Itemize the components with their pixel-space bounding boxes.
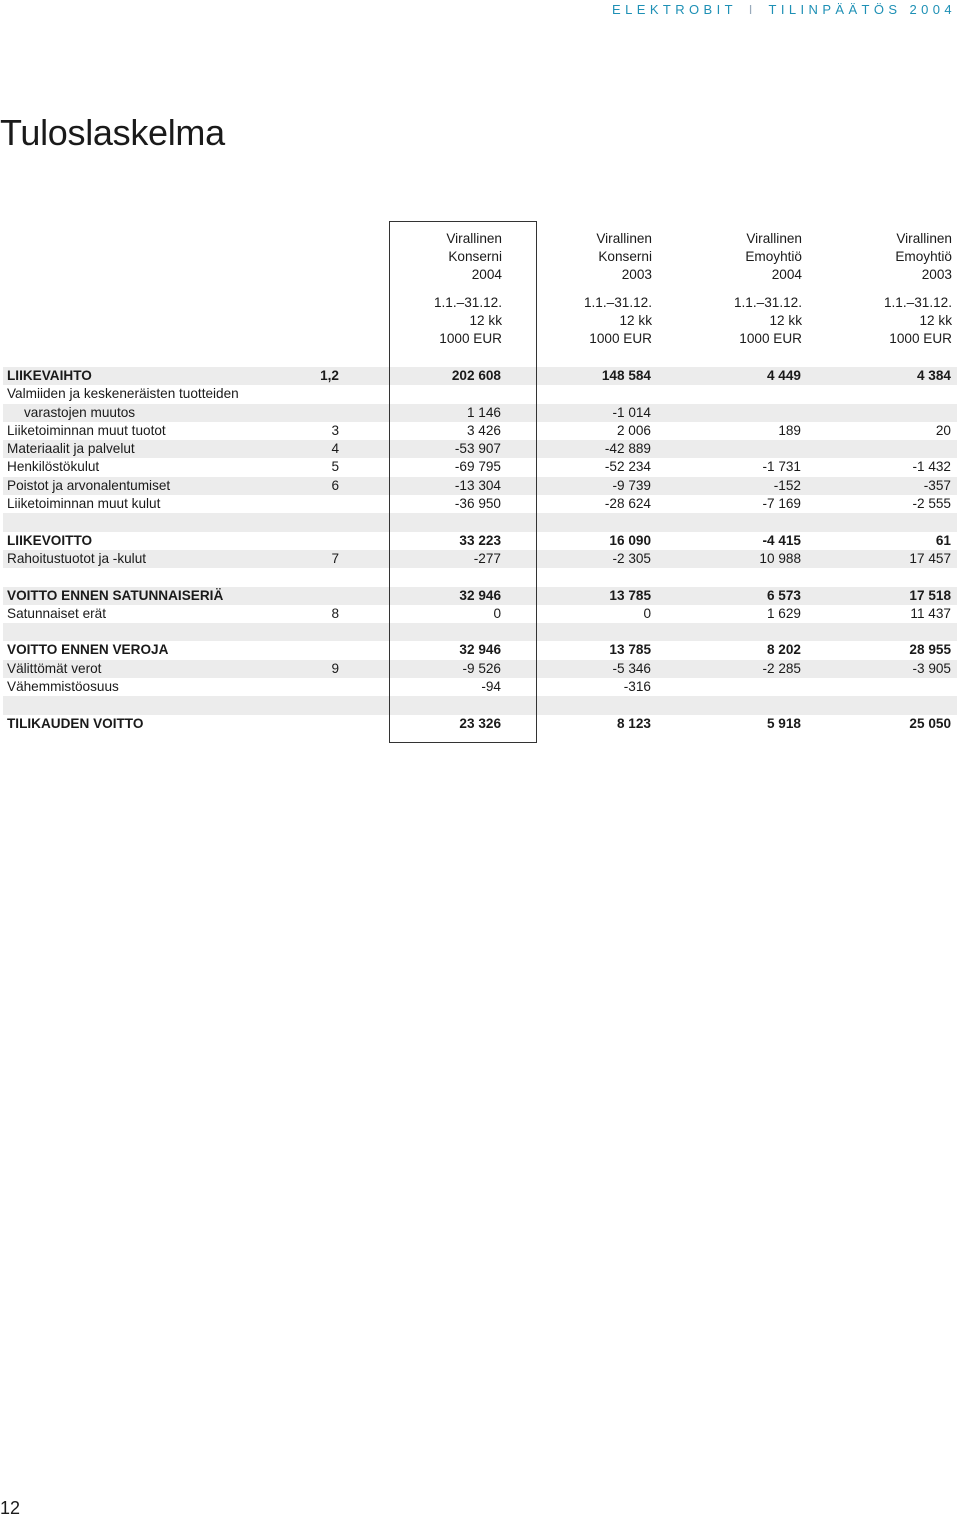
row-label: Materiaalit ja palvelut [7, 441, 135, 457]
row-value-col2: -52 234 [604, 459, 651, 475]
row-label: Henkilöstökulut [7, 459, 100, 475]
row-value-col2: -1 014 [612, 404, 651, 420]
row-value-col2: 13 785 [609, 587, 651, 603]
row-label: Satunnaiset erät [7, 605, 106, 621]
row-value-col4: 20 [935, 422, 951, 438]
table-row [3, 715, 957, 733]
row-note: 8 [331, 605, 339, 621]
table-row [3, 696, 957, 714]
header-section: TILINPÄÄTÖS 2004 [768, 2, 956, 17]
table-row [3, 422, 957, 440]
row-value-col1: 3 426 [466, 422, 501, 438]
page-number: 12 [0, 1498, 21, 1518]
table-row [3, 532, 957, 550]
row-value-col3: -1 731 [762, 459, 801, 475]
table-row [3, 678, 957, 696]
row-value-col2: 16 090 [609, 532, 651, 548]
row-value-col1: -94 [481, 679, 501, 695]
row-value-col4: 4 384 [916, 368, 951, 383]
table-row [3, 458, 957, 476]
table-row [3, 550, 957, 568]
row-note: 5 [331, 459, 339, 475]
table-row [3, 404, 957, 422]
row-value-col3: 5 918 [766, 715, 801, 731]
column-unit: 1000 EUR [889, 331, 952, 347]
row-value-col1: -69 795 [454, 459, 501, 475]
column-year: 2004 [771, 267, 802, 283]
row-value-col4: 61 [935, 532, 951, 548]
row-value-col4: 17 457 [909, 550, 951, 566]
table-row [3, 660, 957, 678]
row-value-col1: 202 608 [451, 368, 501, 383]
row-label: VOITTO ENNEN VEROJA [7, 642, 169, 658]
row-value-col2: -28 624 [604, 496, 651, 512]
row-value-col2: -316 [623, 679, 651, 695]
column-months: 12 kk [469, 312, 502, 328]
table-row [3, 623, 957, 641]
column-year: 2004 [471, 267, 502, 283]
row-value-col2: 148 584 [601, 368, 651, 383]
column-type: Virallinen [446, 231, 502, 246]
row-value-col1: -53 907 [454, 441, 501, 457]
row-label: varastojen muutos [24, 404, 136, 420]
row-value-col2: -9 739 [612, 477, 651, 493]
row-value-col2: 2 006 [616, 422, 651, 438]
row-value-col4: 28 955 [909, 642, 951, 658]
column-entity: Emoyhtiö [895, 249, 952, 265]
row-value-col4: 17 518 [909, 587, 951, 603]
row-value-col1: -277 [473, 550, 501, 566]
row-value-col2: 0 [643, 605, 651, 621]
column-unit: 1000 EUR [739, 331, 802, 347]
row-label: LIIKEVAIHTO [7, 368, 92, 383]
row-label: Liiketoiminnan muut tuotot [7, 422, 166, 438]
row-value-col2: -2 305 [612, 550, 651, 566]
row-value-col3: 10 988 [759, 550, 801, 566]
row-label: Liiketoiminnan muut kulut [7, 496, 161, 512]
column-type: Virallinen [746, 231, 802, 246]
column-period: 1.1.–31.12. [433, 294, 502, 310]
row-label: Vähemmistöosuus [7, 679, 119, 695]
column-entity: Konserni [448, 249, 502, 265]
row-value-col2: 13 785 [609, 642, 651, 658]
row-value-col2: 8 123 [616, 715, 651, 731]
column-header-2 [502, 230, 652, 348]
column-unit: 1000 EUR [439, 331, 502, 347]
row-value-col4: -2 555 [912, 496, 951, 512]
row-value-col1: -9 526 [462, 660, 501, 676]
row-label: Poistot ja arvonalentumiset [7, 477, 171, 493]
row-value-col4: -1 432 [912, 459, 951, 475]
row-value-col3: 189 [778, 422, 801, 438]
column-period: 1.1.–31.12. [583, 294, 652, 310]
column-type: Virallinen [596, 231, 652, 246]
column-months: 12 kk [619, 312, 652, 328]
row-note: 3 [331, 422, 339, 438]
row-value-col4: -3 905 [912, 660, 951, 676]
row-note: 7 [331, 550, 339, 566]
row-label: TILIKAUDEN VOITTO [7, 715, 144, 731]
row-value-col1: 1 146 [466, 404, 501, 420]
table-row [3, 513, 957, 531]
column-entity: Emoyhtiö [745, 249, 802, 265]
table-row [3, 440, 957, 458]
column-period: 1.1.–31.12. [733, 294, 802, 310]
row-value-col1: 32 946 [459, 587, 501, 603]
table-row [3, 568, 957, 586]
row-value-col1: 32 946 [459, 642, 501, 658]
row-value-col3: 1 629 [766, 605, 801, 621]
table-row [3, 385, 957, 403]
row-value-col1: 0 [493, 605, 501, 621]
table-row [3, 495, 957, 513]
running-header [612, 2, 956, 17]
row-label: Valmiiden ja keskeneräisten tuotteiden [7, 386, 239, 402]
row-value-col1: -36 950 [454, 496, 501, 512]
table-row [3, 477, 957, 495]
row-note: 1,2 [320, 368, 339, 383]
row-value-col3: -4 415 [762, 532, 801, 548]
row-label: Rahoitustuotot ja -kulut [7, 550, 147, 566]
row-note: 9 [331, 660, 339, 676]
row-value-col1: -13 304 [454, 477, 501, 493]
row-value-col2: -42 889 [604, 441, 651, 457]
row-value-col3: 8 202 [766, 642, 801, 658]
row-value-col3: 4 449 [766, 368, 801, 383]
row-label: Välittömät verot [7, 660, 102, 676]
table-row [3, 605, 957, 623]
row-value-col4: 25 050 [909, 715, 951, 731]
row-value-col4: 11 437 [910, 605, 951, 621]
table-row [3, 367, 957, 385]
column-type: Virallinen [896, 231, 952, 246]
page-title: Tuloslaskelma [0, 112, 225, 153]
row-note: 4 [331, 441, 339, 457]
table-row [3, 641, 957, 659]
column-months: 12 kk [919, 312, 952, 328]
column-header-4 [802, 230, 952, 348]
header-company: ELEKTROBIT [612, 2, 737, 17]
column-months: 12 kk [769, 312, 802, 328]
column-year: 2003 [921, 267, 952, 283]
row-value-col2: -5 346 [612, 660, 651, 676]
column-entity: Konserni [598, 249, 652, 265]
row-value-col4: -357 [923, 477, 951, 493]
row-label: LIIKEVOITTO [7, 532, 93, 548]
row-note: 6 [331, 477, 339, 493]
row-label: VOITTO ENNEN SATUNNAISERIÄ [7, 587, 224, 603]
column-year: 2003 [621, 267, 652, 283]
table-row [3, 587, 957, 605]
header-separator: I [748, 2, 757, 17]
column-period: 1.1.–31.12. [883, 294, 952, 310]
row-value-col1: 33 223 [459, 532, 501, 548]
row-value-col3: -2 285 [762, 660, 801, 676]
income-statement-table [3, 367, 957, 733]
row-value-col3: 6 573 [766, 587, 801, 603]
row-value-col3: -7 169 [762, 496, 801, 512]
row-value-col3: -152 [773, 477, 801, 493]
column-header-1 [352, 230, 502, 348]
column-header-3 [652, 230, 802, 348]
column-unit: 1000 EUR [589, 331, 652, 347]
row-value-col1: 23 326 [459, 715, 501, 731]
